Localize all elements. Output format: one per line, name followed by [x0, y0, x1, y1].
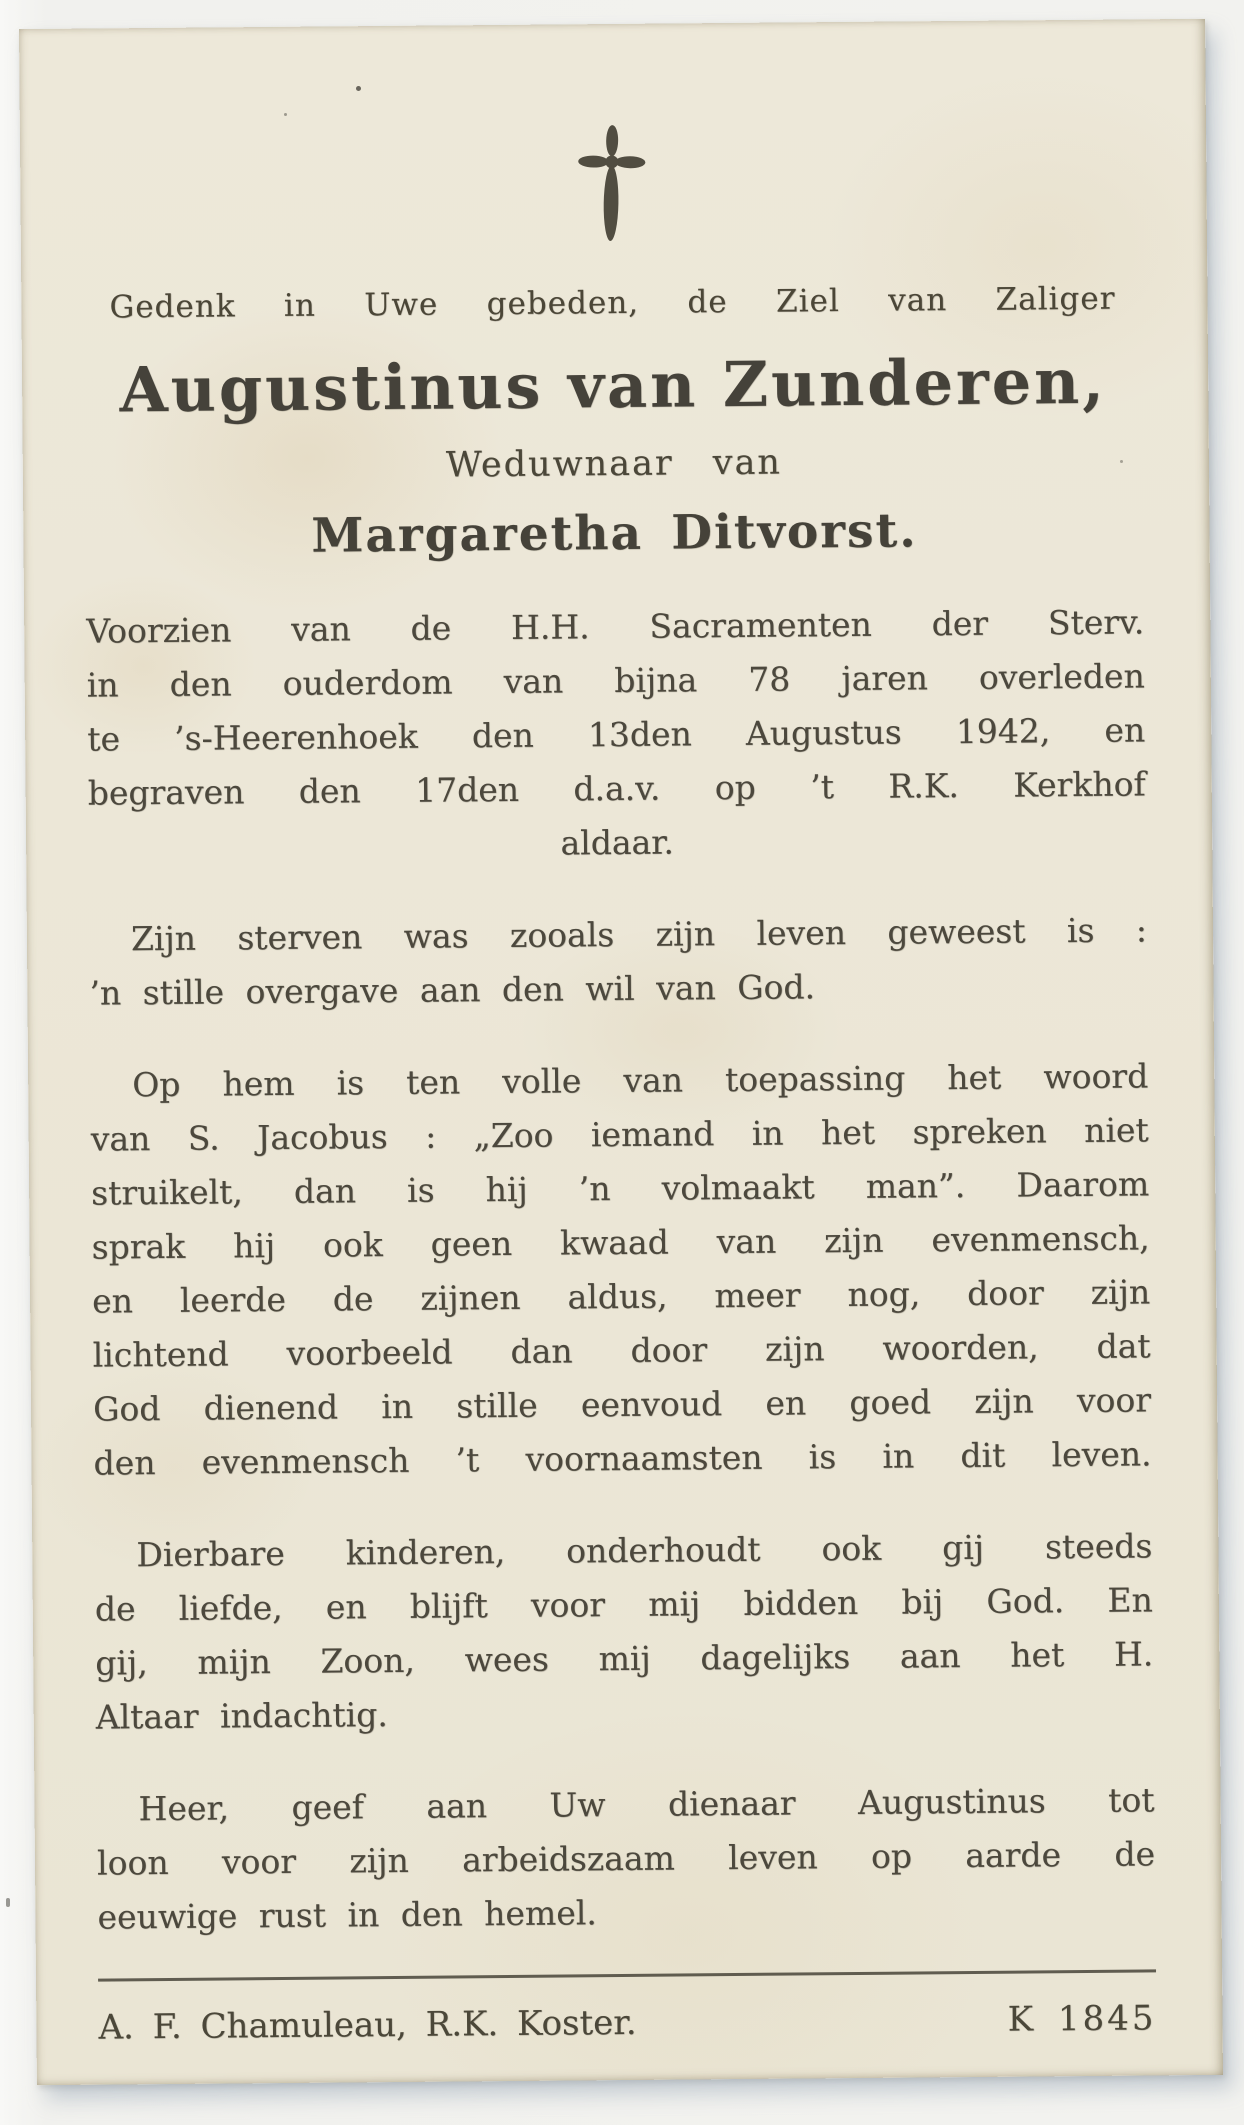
text-line: Heer, geef aan Uw dienaar Augustinus tot: [138, 1780, 1155, 1829]
text-line: de liefde, en blijft voor mij bidden bij God. En: [94, 1580, 1153, 1629]
text-line: eeuwige rust in den hemel.: [97, 1893, 598, 1937]
spouse-name: Margaretha Ditvorst.: [311, 503, 918, 564]
text-line: ’n stille overgave aan den wil van God.: [89, 967, 816, 1013]
paragraph: [89, 903, 1148, 1020]
memorial-card: [19, 19, 1223, 2085]
text-line: Dierbare kinderen, onderhoudt ook gij steeds: [136, 1526, 1153, 1575]
text-line: Voorzien van de H.H. Sacramenten der Sterv.: [86, 602, 1145, 651]
text-line: den evenmensch ’t voornaamsten is in dit leven.: [93, 1434, 1152, 1483]
paragraph: [90, 1049, 1152, 1490]
deceased-name: Augustinus van Zunderen,: [119, 344, 1108, 427]
dust-speck: [1120, 460, 1123, 463]
text-line: God dienend in stille eenvoud en goed zijn voor: [92, 1380, 1152, 1429]
memorial-text: [86, 595, 1156, 1944]
text-line: en leerde de zijnen aldus, meer nog, door zijn: [91, 1272, 1151, 1321]
reference-number: K 1845: [1007, 1998, 1157, 2040]
dust-speck: [284, 113, 287, 116]
text-line: lichtend voorbeeld dan door zijn woorden, dat: [92, 1326, 1151, 1375]
text-line: te ’s-Heerenhoek den 13den Augustus 1942, en: [87, 710, 1146, 759]
text-line: Zijn sterven was zooals zijn leven geweest is :: [130, 910, 1148, 959]
dust-speck: [6, 1898, 10, 1907]
text-line: Op hem is ten volle van toepassing het woord: [132, 1056, 1149, 1105]
paragraph: [96, 1773, 1155, 1944]
text-line: sprak hij ook geen kwaad van zijn evenmensch,: [91, 1218, 1150, 1267]
text-line: van S. Jacobus : „Zoo iemand in het spreken niet: [90, 1110, 1149, 1159]
cross-icon: [565, 116, 658, 251]
intro-line: Gedenk in Uwe gebeden, de Ziel van Zaliger: [109, 280, 1116, 326]
relation-line: Weduwnaar van: [445, 442, 783, 486]
text-line: begraven den 17den d.a.v. op ’t R.K. Kerkhof: [87, 764, 1146, 813]
printer-credit: A. F. Chamuleau, R.K. Koster.: [98, 2002, 637, 2048]
text-line: in den ouderdom van bijna 78 jaren overleden: [86, 656, 1145, 705]
card-footer: [98, 1969, 1157, 2047]
paragraph: [94, 1519, 1154, 1744]
text-line: struikelt, dan is hij ’n volmaakt man”. Daarom: [91, 1164, 1150, 1213]
text-line: loon voor zijn arbeidszaam leven op aarde de: [96, 1834, 1156, 1883]
text-line: Altaar indachtig.: [95, 1694, 388, 1737]
text-line: aldaar.: [560, 822, 675, 863]
text-line: gij, mijn Zoon, wees mij dagelijks aan het H.: [95, 1634, 1154, 1683]
dust-speck: [356, 86, 361, 91]
paragraph: [86, 595, 1146, 874]
